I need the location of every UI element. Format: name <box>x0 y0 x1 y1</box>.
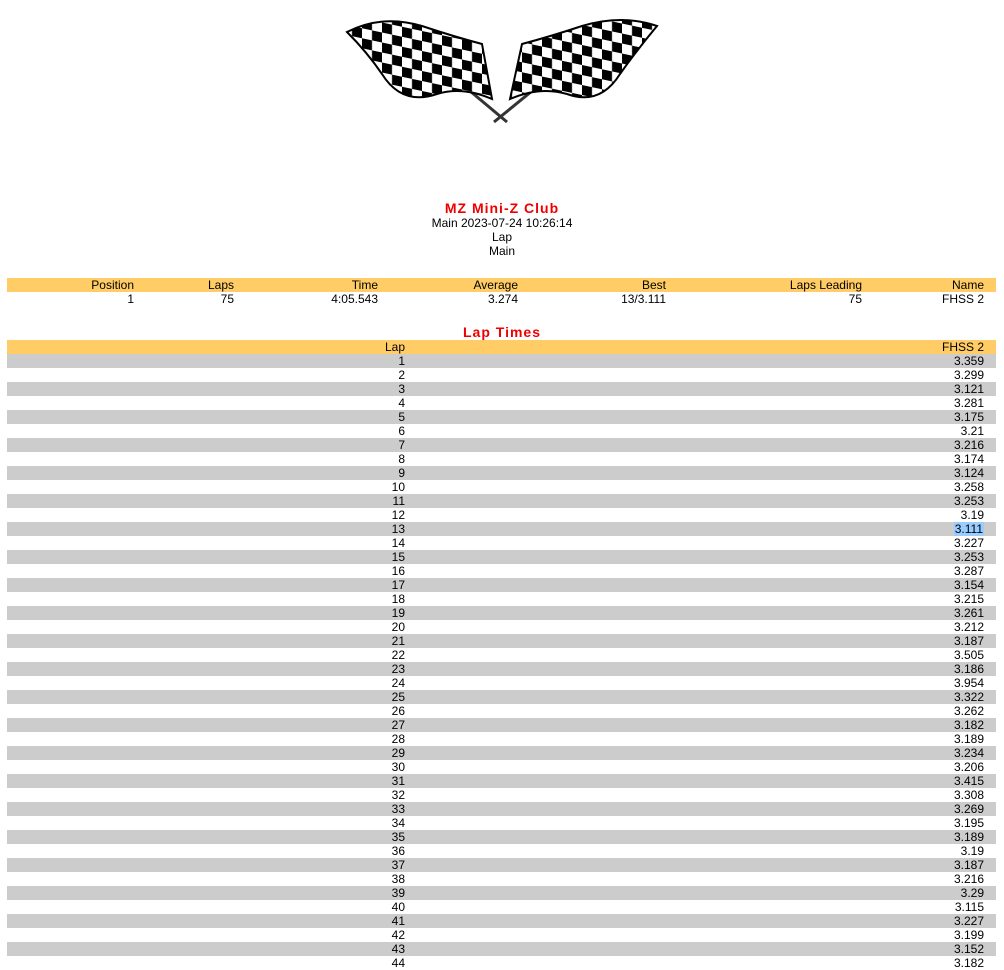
lap-time: 3.287 <box>953 564 984 578</box>
lap-number: 7 <box>398 438 405 452</box>
lap-time: 3.234 <box>953 746 984 760</box>
col-time: Time <box>351 278 378 292</box>
lap-time: 3.189 <box>953 830 984 844</box>
lap-number: 29 <box>391 746 405 760</box>
lap-number: 6 <box>398 424 405 438</box>
lap-time-cell <box>405 718 996 732</box>
lap-time: 3.258 <box>953 480 984 494</box>
lap-time-cell <box>405 746 996 760</box>
lap-time: 3.215 <box>953 592 984 606</box>
lap-time-cell <box>405 368 996 382</box>
lap-number: 25 <box>391 690 405 704</box>
lap-time: 3.359 <box>953 354 984 368</box>
lap-number: 36 <box>391 844 405 858</box>
summary-row <box>7 292 996 306</box>
lap-row <box>7 690 996 704</box>
lap-row <box>7 732 996 746</box>
lap-time: 3.174 <box>953 452 984 466</box>
lap-number: 31 <box>391 774 405 788</box>
lap-time-cell <box>405 816 996 830</box>
lap-time-cell <box>405 858 996 872</box>
driver-name: FHSS 2 <box>941 292 984 306</box>
lap-number: 27 <box>391 718 405 732</box>
lap-row <box>7 564 996 578</box>
lap-number: 33 <box>391 802 405 816</box>
time: 4:05.543 <box>331 292 378 306</box>
lap-time-cell <box>405 564 996 578</box>
lap-row <box>7 620 996 634</box>
lap-time: 3.253 <box>953 550 984 564</box>
lap-time-cell <box>405 788 996 802</box>
lap-time: 3.124 <box>953 466 984 480</box>
lap-time-cell <box>405 452 996 466</box>
report-header <box>0 200 1004 258</box>
lap-times-header-row <box>7 340 996 354</box>
lap-time-cell <box>405 508 996 522</box>
lap-number: 3 <box>398 382 405 396</box>
lap-number: 4 <box>398 396 405 410</box>
checkered-flags-logo <box>342 14 662 126</box>
lap-time-cell <box>405 676 996 690</box>
lap-time-cell <box>405 438 996 452</box>
lap-row <box>7 872 996 886</box>
lap-time-cell <box>405 382 996 396</box>
lap-number: 19 <box>391 606 405 620</box>
lap-time-cell <box>405 578 996 592</box>
lap-number: 18 <box>391 592 405 606</box>
session-name: Main <box>488 244 515 258</box>
lap-row <box>7 494 996 508</box>
lap-row <box>7 354 996 368</box>
lap-number: 14 <box>391 536 405 550</box>
col-name: Name <box>951 278 984 292</box>
lap-row <box>7 606 996 620</box>
lap-time-cell <box>405 396 996 410</box>
lap-row <box>7 648 996 662</box>
lap-number: 42 <box>391 928 405 942</box>
lap-row <box>7 956 996 970</box>
lap-time-cell <box>405 606 996 620</box>
lap-row <box>7 508 996 522</box>
lap-number: 32 <box>391 788 405 802</box>
lap-row <box>7 914 996 928</box>
lap-number: 43 <box>391 942 405 956</box>
lap-time-cell <box>405 480 996 494</box>
lap-time-cell <box>405 928 996 942</box>
lap-time: 3.187 <box>953 634 984 648</box>
lap-time-cell <box>405 550 996 564</box>
lap-row <box>7 368 996 382</box>
lap-number: 13 <box>391 522 405 536</box>
lap-time: 3.262 <box>953 704 984 718</box>
lap-time-cell <box>405 662 996 676</box>
lap-time: 3.182 <box>953 718 984 732</box>
lap-number: 8 <box>398 452 405 466</box>
lap-time-cell <box>405 690 996 704</box>
lap-number: 5 <box>398 410 405 424</box>
lap-row <box>7 578 996 592</box>
lap-row <box>7 382 996 396</box>
lap-time: 3.954 <box>953 676 984 690</box>
lap-time-cell <box>405 956 996 970</box>
best: 13/3.111 <box>621 292 666 306</box>
lap-time-cell <box>405 634 996 648</box>
lap-row <box>7 466 996 480</box>
lap-time: 3.415 <box>953 774 984 788</box>
lap-number: 11 <box>392 494 405 508</box>
lap-time: 3.186 <box>953 662 984 676</box>
lap-row <box>7 536 996 550</box>
lap-time: 3.152 <box>953 942 984 956</box>
lap-time-cell <box>405 494 996 508</box>
lap-row <box>7 634 996 648</box>
lap-time: 3.322 <box>953 690 984 704</box>
lap-row <box>7 844 996 858</box>
lap-number: 2 <box>398 368 405 382</box>
col-lap: Lap <box>384 340 405 354</box>
lap-row <box>7 424 996 438</box>
lap-time-cell <box>405 760 996 774</box>
lap-number: 38 <box>391 872 405 886</box>
lap-time-cell <box>405 914 996 928</box>
lap-number: 37 <box>391 858 405 872</box>
lap-number: 21 <box>391 634 405 648</box>
lap-time-cell <box>405 886 996 900</box>
lap-row <box>7 592 996 606</box>
lap-times-title: Lap Times <box>463 324 541 340</box>
lap-number: 26 <box>391 704 405 718</box>
lap-number: 44 <box>391 956 405 970</box>
results-summary-table <box>7 278 996 306</box>
lap-row <box>7 452 996 466</box>
lap-number: 22 <box>391 648 405 662</box>
lap-number: 9 <box>398 466 405 480</box>
lap-time: 3.216 <box>953 438 984 452</box>
lap-row <box>7 438 996 452</box>
lap-row <box>7 676 996 690</box>
lap-time: 3.19 <box>960 508 984 522</box>
lap-row <box>7 522 996 536</box>
lap-time-cell <box>405 536 996 550</box>
lap-row <box>7 858 996 872</box>
lap-time-cell <box>405 830 996 844</box>
lap-time: 3.21 <box>960 424 984 438</box>
lap-time-cell <box>405 648 996 662</box>
col-driver: FHSS 2 <box>941 340 984 354</box>
lap-time: 3.269 <box>953 802 984 816</box>
lap-number: 28 <box>391 732 405 746</box>
lap-time: 3.199 <box>953 928 984 942</box>
lap-number: 34 <box>391 816 405 830</box>
lap-row <box>7 942 996 956</box>
lap-time-cell <box>405 774 996 788</box>
lap-number: 16 <box>391 564 405 578</box>
lap-time: 3.175 <box>953 410 984 424</box>
col-best: Best <box>641 278 666 292</box>
report-type: Lap <box>491 230 513 244</box>
lap-time: 3.281 <box>953 396 984 410</box>
lap-time-cell <box>405 592 996 606</box>
lap-time: 3.182 <box>953 956 984 970</box>
laps: 75 <box>220 292 234 306</box>
lap-number: 35 <box>391 830 405 844</box>
lap-row <box>7 396 996 410</box>
lap-time-cell <box>405 942 996 956</box>
lap-row <box>7 410 996 424</box>
lap-time-cell <box>405 424 996 438</box>
lap-number: 12 <box>391 508 405 522</box>
lap-time: 3.505 <box>953 648 984 662</box>
lap-row <box>7 816 996 830</box>
average: 3.274 <box>487 292 518 306</box>
lap-time: 3.154 <box>953 578 984 592</box>
lap-time: 3.253 <box>953 494 984 508</box>
lap-number: 17 <box>391 578 405 592</box>
lap-time-cell <box>405 802 996 816</box>
lap-number: 39 <box>391 886 405 900</box>
lap-number: 41 <box>391 914 405 928</box>
club-name: MZ Mini-Z Club <box>444 200 560 216</box>
lap-time: 3.121 <box>953 382 984 396</box>
lap-row <box>7 746 996 760</box>
col-position: Position <box>91 278 134 292</box>
lap-time: 3.261 <box>953 606 984 620</box>
lap-number: 10 <box>391 480 405 494</box>
lap-time-cell <box>405 410 996 424</box>
lap-row <box>7 900 996 914</box>
col-average: Average <box>473 278 518 292</box>
lap-time: 3.227 <box>953 536 984 550</box>
col-laps: Laps <box>207 278 234 292</box>
lap-number: 24 <box>391 676 405 690</box>
lap-time-cell <box>405 872 996 886</box>
lap-number: 15 <box>391 550 405 564</box>
lap-times-table <box>7 340 996 970</box>
lap-time: 3.195 <box>953 816 984 830</box>
summary-header-row <box>7 278 996 292</box>
lap-number: 1 <box>398 354 405 368</box>
lap-row <box>7 886 996 900</box>
lap-time: 3.206 <box>953 760 984 774</box>
lap-row <box>7 480 996 494</box>
lap-row <box>7 718 996 732</box>
position: 1 <box>127 292 134 306</box>
lap-time-cell <box>405 466 996 480</box>
lap-row <box>7 774 996 788</box>
lap-row <box>7 788 996 802</box>
lap-row <box>7 550 996 564</box>
lap-row <box>7 760 996 774</box>
lap-number: 20 <box>391 620 405 634</box>
laps-leading: 75 <box>848 292 862 306</box>
lap-time: 3.216 <box>953 872 984 886</box>
lap-time: 3.111 <box>954 522 983 536</box>
lap-row <box>7 928 996 942</box>
event-info: Main 2023-07-24 10:26:14 <box>431 216 573 230</box>
lap-row <box>7 704 996 718</box>
lap-time-cell <box>405 354 996 368</box>
lap-time: 3.299 <box>953 368 984 382</box>
lap-row <box>7 662 996 676</box>
lap-time: 3.187 <box>953 858 984 872</box>
lap-time-cell <box>405 732 996 746</box>
lap-time: 3.308 <box>953 788 984 802</box>
lap-row <box>7 830 996 844</box>
lap-time: 3.29 <box>960 886 984 900</box>
lap-time: 3.115 <box>954 900 984 914</box>
lap-row <box>7 802 996 816</box>
lap-time-cell <box>405 844 996 858</box>
col-laps-leading: Laps Leading <box>789 278 862 292</box>
lap-time-cell <box>405 522 996 536</box>
lap-number: 40 <box>391 900 405 914</box>
lap-number: 30 <box>391 760 405 774</box>
lap-time: 3.189 <box>953 732 984 746</box>
lap-time-cell <box>405 704 996 718</box>
lap-number: 23 <box>391 662 405 676</box>
lap-time: 3.212 <box>953 620 984 634</box>
lap-time-cell <box>405 620 996 634</box>
lap-time: 3.19 <box>960 844 984 858</box>
lap-time-cell <box>405 900 996 914</box>
lap-time: 3.227 <box>953 914 984 928</box>
